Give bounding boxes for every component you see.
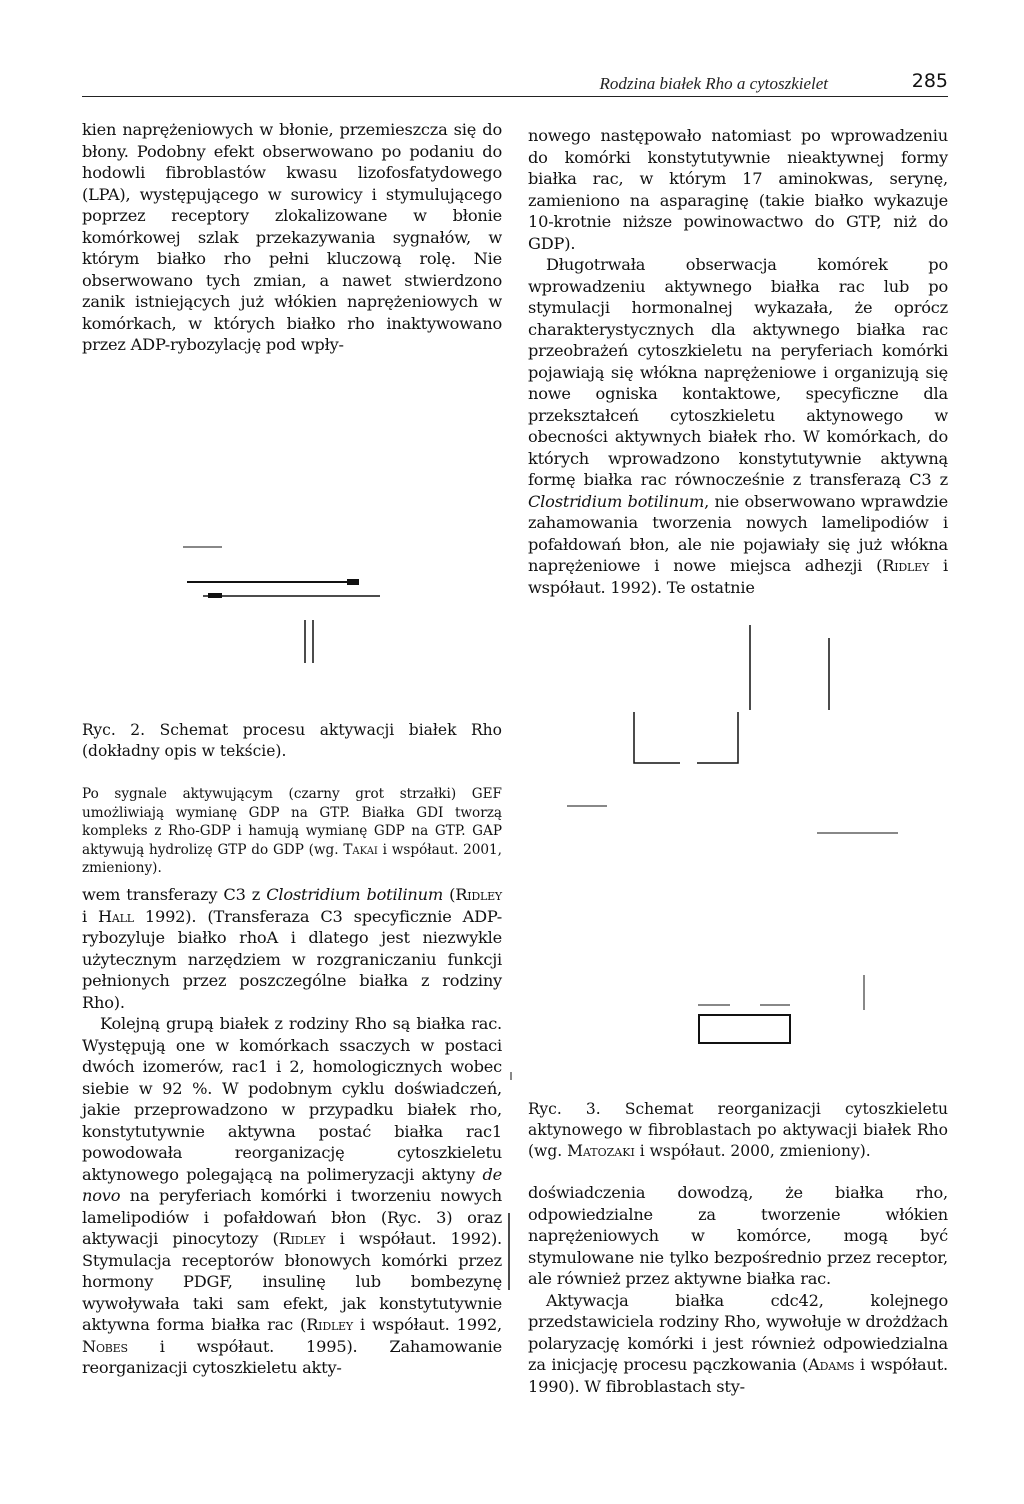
figure-3-caption xyxy=(528,1099,948,1162)
species-name: Clostridium botilinum xyxy=(266,885,444,904)
text-run: i współaut. 1990). W fibroblastach sty- xyxy=(528,1355,948,1396)
text-run: Ryc. 3. Schemat reorganizacji cytoszkieletu aktynowego w fibroblastach po aktywacji białek Rho (wg. xyxy=(528,1100,948,1160)
text-run: i współaut. 1995). Zahamowanie reorganizacji cytoszkieletu akty- xyxy=(82,1336,502,1377)
text-run: na peryferiach komórki i tworzeniu nowych lamelipodiów i pofałdowań błon (Ryc. 3) oraz aktywacji pinocytozy ( xyxy=(82,1186,502,1248)
citation-author: Ridley xyxy=(455,885,502,904)
running-title: Rodzina białek Rho a cytoszkielet xyxy=(599,74,828,93)
fig3-cell xyxy=(699,1015,790,1043)
right-column-top xyxy=(528,125,948,598)
citation-author: Ridley xyxy=(882,556,930,575)
text-run: wem transferazy C3 z xyxy=(82,885,267,904)
text-run: Długotrwała obserwacja komórek po wprowadzeniu aktywnego białka rac lub po stymulacji hormonalnej wykazała, że oprócz charakterystycznych dla aktywnego białka rac przeobrażeń cytoszkieletu na peryferiach komórki pojawiają się włókna naprężeniowe i organizują się nowe ogniska kontaktowe, specyficzne dla przekształceń cytoszkieletu aktynowego w obecności aktywnych białek rho. W komórkach, do których wprowadzono konstytutywnie aktywną formę białka rac równocześnie z transferazą C3 z xyxy=(528,255,948,489)
text-run: i współaut. 2001, zmieniony). xyxy=(82,841,502,876)
paragraph xyxy=(528,254,948,598)
citation-author: Nobes xyxy=(82,1336,128,1356)
text-run: , nie obserwowano wprawdzie zahamowania tworzenia nowych lamelipodiów i pofałdowań błon, ale nie pojawiały się już włókna naprężeniowe i nowe miejsca adhezji ( xyxy=(528,491,948,575)
species-name: Clostridium botilinum xyxy=(528,491,705,511)
text-run: Kolejną grupą białek z rodziny Rho są białka rac. Występują one w komórkach ssaczych w postaci dwóch izomerów, rac1 i 2, homologicznych wobec siebie w 92 %. W podobnym cyklu doświadczeń, jakie przeprowadzono w przypadku białek rho, konstytutywnie aktywna postać białka rac1 powodowała reorganizację cytoszkieletu aktynowego polegającą na polimeryzacji aktyny xyxy=(82,1014,502,1184)
text-run: Aktywacja białka cdc42, kolejnego przedstawiciela rodziny Rho, wywołuje w drożdżach polaryzację komórki i jest również odpowiedzialna za inicjację procesu pączkowania ( xyxy=(528,1290,948,1374)
paragraph xyxy=(82,1013,502,1379)
italic-term: de novo xyxy=(82,1164,502,1205)
text-run: 1992). (Transferaza C3 specyficznie ADP-rybozyluje białko rhoA i dlatego jest niezwykle użytecznym narzędziem w rozgraniczaniu funkcji pełnionych przez poszczególne białka z rodziny Rho). xyxy=(82,906,502,1012)
figure-2-note xyxy=(82,785,502,878)
page-header xyxy=(82,72,948,97)
paragraph: kien naprężeniowych w błonie, przemieszcza się do błony. Podobny efekt obserwowano po podaniu do hodowli fibroblastów kwasu lizofosfatydowego (LPA), występującego w surowicy i stymulującego poprzez receptory zlokalizowane w błonie komórkowej szlak przekazywania sygnałów, w którym białko rho pełni kluczową rolę. Nie obserwowano tych zmian, a nawet stwierdzono zanik istniejących już włókien naprężeniowych w komórkach, w których białko rho inaktywowano przez ADP-rybozylację pod wpły- xyxy=(82,120,502,354)
paragraph: nowego następowało natomiast po wprowadzeniu do komórki konstytutywnie nieaktywnej formy białka rac, w którym 17 aminokwas, serynę, zamieniono na asparaginę (takie białko wykazuje 10-krotnie niższe powinowactwo do GTP, niż do GDP). xyxy=(528,126,948,253)
left-column-top xyxy=(82,119,502,356)
text-run: i xyxy=(82,906,98,926)
fig2-arrow-head xyxy=(347,579,359,585)
fig2-bracket xyxy=(697,712,738,763)
text-run: i współaut. 1992). Te ostatnie xyxy=(528,556,948,597)
citation-author: Ridley xyxy=(306,1315,353,1334)
right-column-bottom xyxy=(528,1182,948,1397)
paragraph: doświadczenia dowodzą, że białka rho, odpowiedzialne za tworzenie włókien naprężeniowych w komórce, mogą być stymulowane nie tylko bezpośrednio przez receptor, ale również przez aktywne białka rac. xyxy=(528,1183,948,1288)
text-run: i współaut. 1992, xyxy=(352,1315,502,1334)
citation-author: Ridley xyxy=(278,1229,326,1248)
fig2-arrow-head xyxy=(208,593,222,598)
text-run: i współaut. 2000, zmieniony). xyxy=(634,1142,871,1160)
fig2-bracket xyxy=(634,712,680,763)
citation-author: Matozaki xyxy=(567,1142,635,1160)
paragraph xyxy=(528,1290,948,1398)
page-number: 285 xyxy=(911,70,948,92)
text-run: ( xyxy=(443,885,456,904)
text-run: i współaut. 1992). Stymulacja receptorów błonowych komórki przez hormony PDGF, insulinę lub bombezynę wywoływała taki sam efekt, jak konstytutywnie aktywna forma białka rac ( xyxy=(82,1229,503,1334)
text-run: Po sygnale aktywującym (czarny grot strzałki) GEF umożliwiają wymianę GDP na GTP. Białka GDI tworzą kompleks z Rho-GDP i hamują wymianę GDP na GTP. GAP aktywują hydrolizę GTP do GDP (wg. xyxy=(82,786,502,858)
citation-author: Adams xyxy=(808,1355,855,1374)
citation-author: Hall xyxy=(98,906,134,926)
left-column-bottom xyxy=(82,884,502,1379)
paragraph xyxy=(82,884,502,1013)
citation-author: Takai xyxy=(343,841,378,858)
figure-2-caption: Ryc. 2. Schemat procesu aktywacji białek Rho (dokładny opis w tekście). xyxy=(82,721,502,760)
